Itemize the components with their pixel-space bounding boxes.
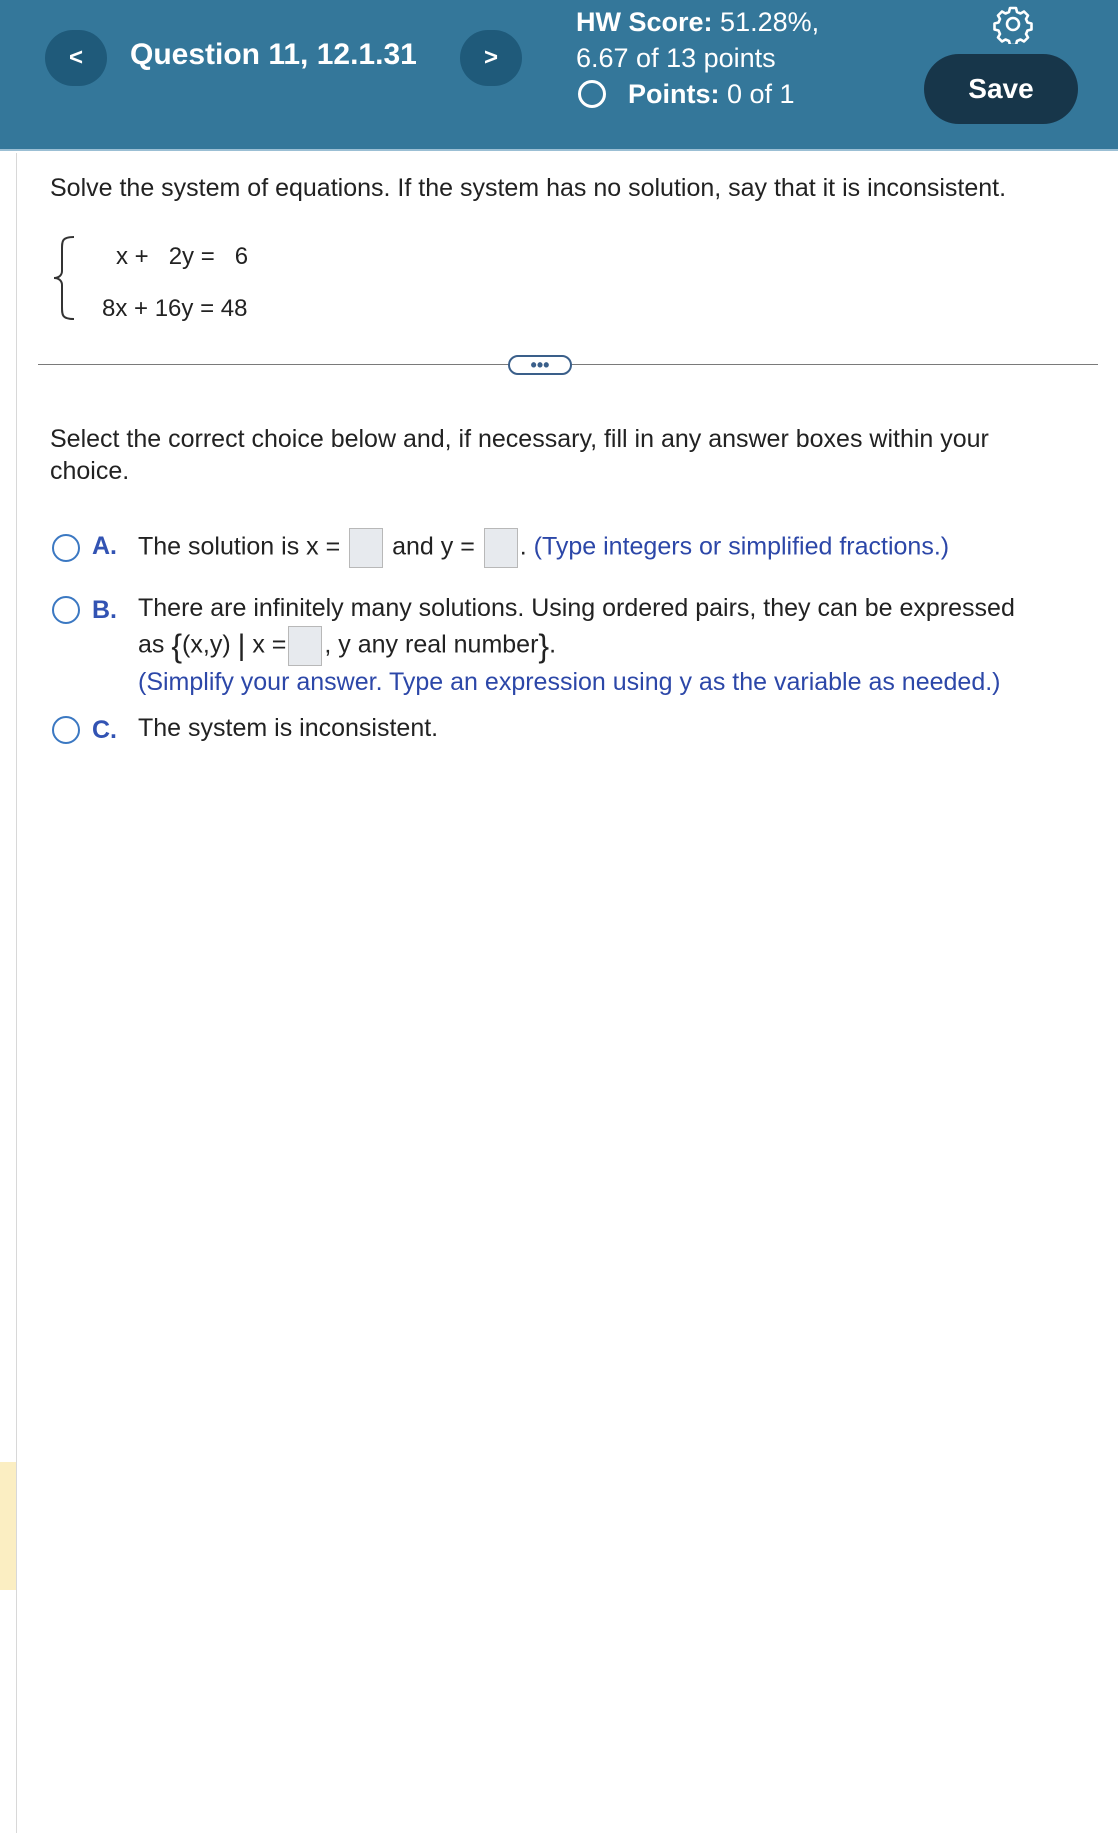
set-close-brace: } — [538, 628, 550, 664]
choice-b-as: as — [138, 630, 165, 659]
points-value: 0 of 1 — [727, 79, 795, 109]
hw-score-value: 51.28%, — [720, 7, 820, 37]
gear-icon[interactable] — [993, 4, 1033, 44]
choice-c-letter: C. — [92, 716, 117, 744]
previous-question-button[interactable] — [45, 30, 107, 86]
choice-b-hint: (Simplify your answer. Type an expression using y as the variable as needed.) — [138, 668, 1001, 696]
equation-system — [50, 235, 300, 325]
choice-instructions: Select the correct choice below and, if necessary, fill in any answer boxes within your choice. — [50, 425, 989, 485]
chevron-right-icon: > — [483, 44, 498, 71]
question-title: Question 11, 12.1.31 — [130, 38, 417, 71]
set-rest: , y any real number — [324, 630, 539, 659]
save-button[interactable]: Save — [924, 54, 1078, 124]
set-vars: (x,y) — [182, 630, 231, 659]
y-answer-box[interactable] — [484, 528, 518, 568]
equation-2: 8x + 16y = 48 — [102, 295, 248, 322]
chevron-left-icon: < — [68, 44, 83, 71]
set-end: . — [549, 630, 557, 659]
left-brace-icon — [50, 235, 80, 321]
choice-a-hint: (Type integers or simplified fractions.) — [533, 532, 950, 561]
choice-a-text-mid: and y = — [392, 532, 475, 561]
hw-points-line: 6.67 of 13 points — [576, 43, 776, 73]
points-status-icon — [578, 80, 606, 108]
choice-a-text-before: The solution is x = — [138, 532, 341, 561]
hw-score-line — [576, 4, 819, 40]
choice-b-radio[interactable] — [52, 596, 80, 624]
set-x-label: x = — [252, 630, 287, 659]
hw-score-label: HW Score: — [576, 7, 713, 37]
choice-a-letter: A. — [92, 532, 117, 560]
choice-a-text — [138, 528, 949, 568]
left-border — [16, 153, 17, 1833]
choice-b-line-2 — [138, 626, 556, 666]
equation-1: x + 2y = 6 — [116, 243, 249, 270]
choice-b-letter: B. — [92, 596, 117, 624]
question-points-line — [576, 76, 819, 112]
top-header — [0, 0, 1118, 151]
more-options-button[interactable]: ••• — [508, 355, 572, 375]
question-prompt: Solve the system of equations. If the system has no solution, say that it is inconsistent. — [50, 174, 1007, 202]
set-such-that-bar: | — [237, 629, 246, 662]
x-answer-box[interactable] — [349, 528, 383, 568]
hw-score-block — [576, 4, 819, 112]
points-label: Points: — [628, 79, 720, 109]
next-question-button[interactable] — [460, 30, 522, 86]
left-highlight-marker — [0, 1462, 16, 1590]
x-expression-box[interactable] — [288, 626, 322, 666]
set-open-brace: { — [171, 628, 183, 664]
choice-c-radio[interactable] — [52, 716, 80, 744]
choice-c-text: The system is inconsistent. — [138, 714, 439, 742]
choice-a-text-after: . — [519, 532, 527, 561]
choice-a-radio[interactable] — [52, 534, 80, 562]
choice-b-line-1: There are infinitely many solutions. Using ordered pairs, they can be expressed — [138, 594, 1015, 622]
